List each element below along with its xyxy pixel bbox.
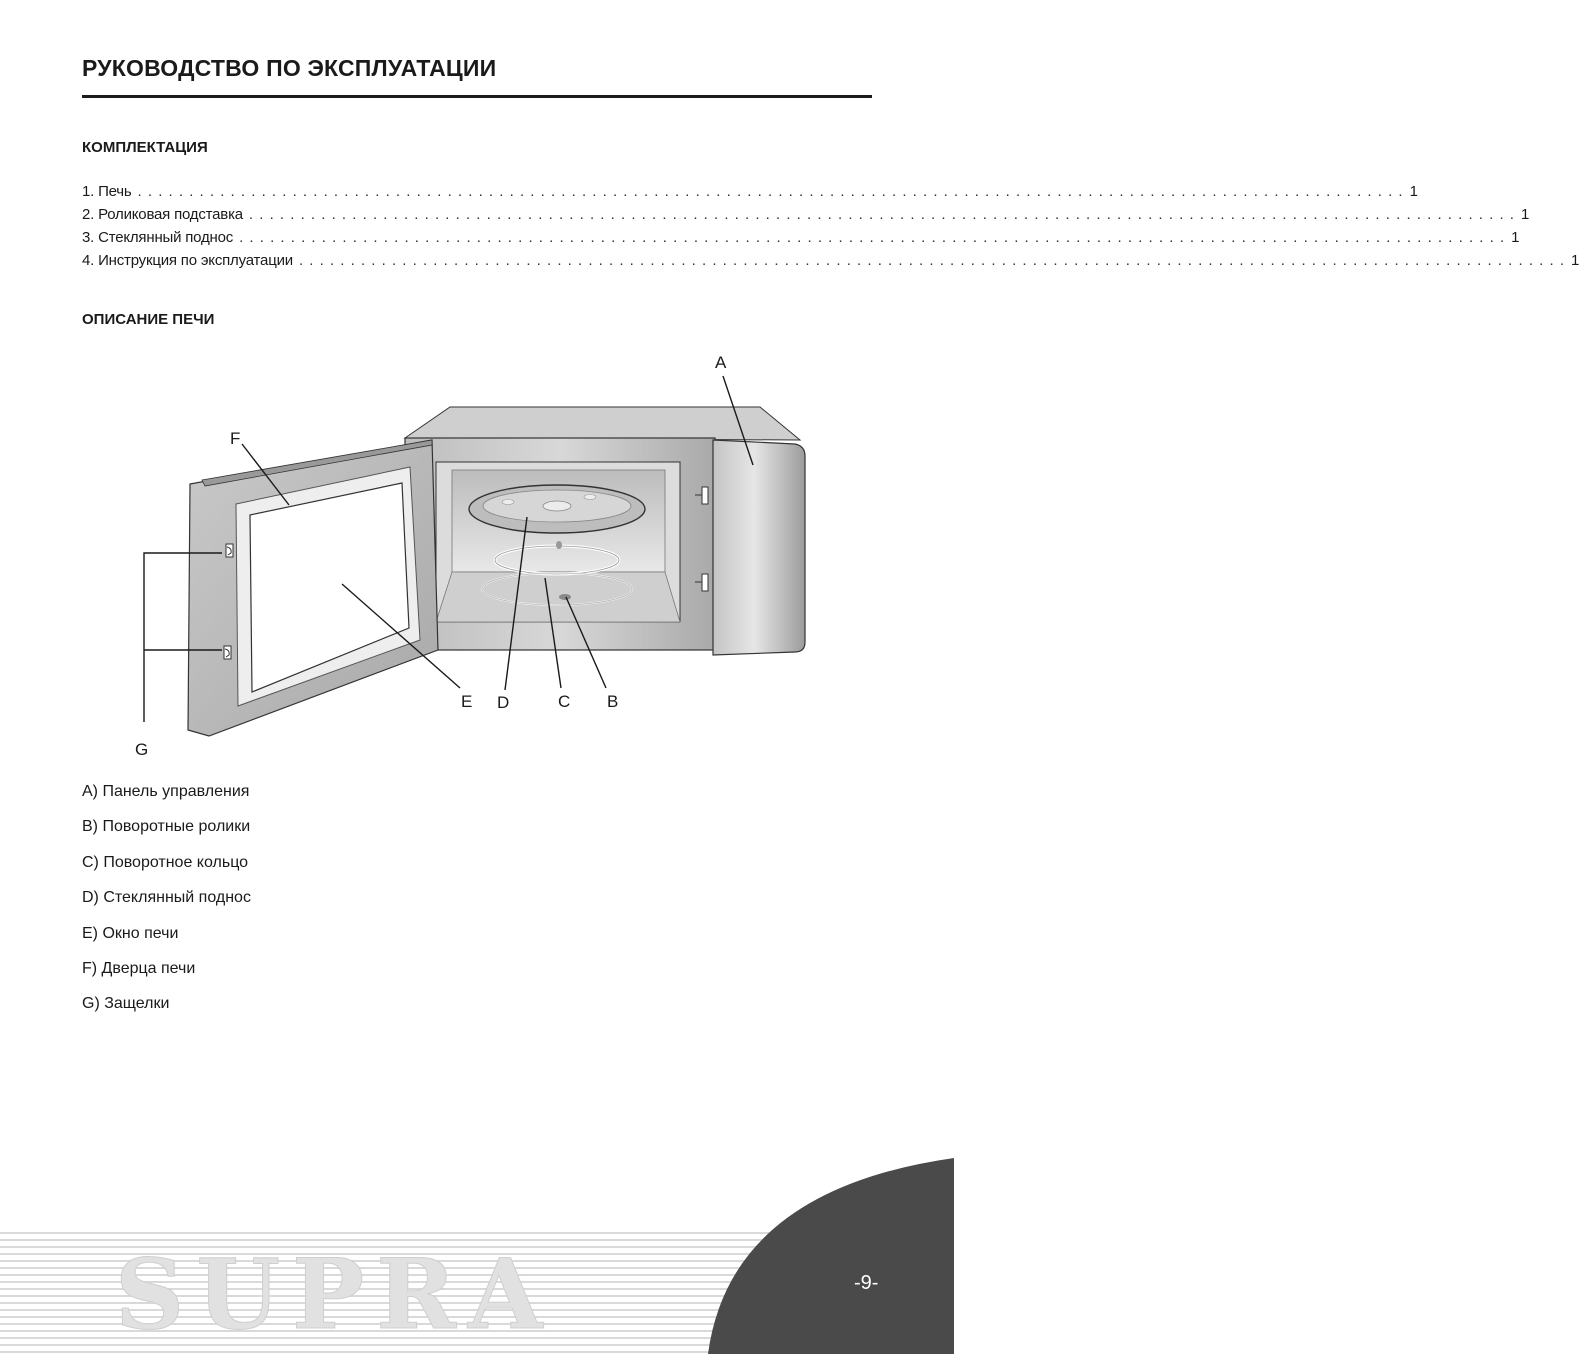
leader-dots: . . . . . . . . . . . . . . . . . . . . . . . . . . . . . . . . . . . . . . . . . . . . . . . . . . . . . . . . . . . . . . . . . . . . . . . . . . . . . . . . . . . . . . . . . . . . . . . . . . . . . . . . . . . . . . . . . . . . . . . . . . . xyxy=(239,229,1506,246)
contents-heading: КОМПЛЕКТАЦИЯ xyxy=(82,139,208,156)
contents-item-qty: 1 xyxy=(1571,252,1579,269)
legend-item: C) Поворотное кольцо xyxy=(82,853,249,871)
contents-item-qty: 1 xyxy=(1511,229,1520,246)
callout-d: D xyxy=(497,693,510,712)
callout-c: C xyxy=(558,692,571,711)
contents-list xyxy=(82,183,1579,275)
control-panel xyxy=(713,440,805,655)
brand-watermark: SUPRA xyxy=(115,1238,555,1351)
contents-item xyxy=(82,183,1418,206)
contents-item-qty: 1 xyxy=(1409,183,1418,200)
contents-item-label: 4. Инструкция по эксплуатации xyxy=(82,252,293,269)
roller xyxy=(559,594,571,600)
callout-g: G xyxy=(135,740,149,759)
oven-top xyxy=(405,407,800,440)
contents-item xyxy=(82,252,1579,275)
latch-slot xyxy=(702,574,708,591)
legend-item: D) Стеклянный поднос xyxy=(82,889,251,907)
contents-item-label: 2. Роликовая подставка xyxy=(82,206,243,223)
contents-item-label: 1. Печь xyxy=(82,183,132,200)
callout-e: E xyxy=(461,692,473,711)
latch-hook xyxy=(226,544,233,557)
callout-b: B xyxy=(607,692,619,711)
legend-item: F) Дверца печи xyxy=(82,959,196,977)
callout-f: F xyxy=(230,429,241,448)
callout-a: A xyxy=(715,353,727,372)
contents-item-label: 3. Стеклянный поднос xyxy=(82,229,234,246)
legend-item: E) Окно печи xyxy=(82,924,179,942)
latch-slot xyxy=(702,487,708,504)
contents-item xyxy=(82,206,1530,229)
microwave-diagram xyxy=(0,340,954,770)
page-title: РУКОВОДСТВО ПО ЭКСПЛУАТАЦИИ xyxy=(82,55,497,81)
title-rule xyxy=(82,95,872,98)
leader-dots: . . . . . . . . . . . . . . . . . . . . . . . . . . . . . . . . . . . . . . . . . . . . . . . . . . . . . . . . . . . . . . . . . . . . . . . . . . . . . . . . . . . . . . . . . . . . . . . . . . . . . . . . . . . . . . . . . . . . . . . . . . . xyxy=(248,206,1515,223)
legend-item: G) Защелки xyxy=(82,995,170,1013)
page-corner xyxy=(700,1150,954,1354)
leader-dots: . . . . . . . . . . . . . . . . . . . . . . . . . . . . . . . . . . . . . . . . . . . . . . . . . . . . . . . . . . . . . . . . . . . . . . . . . . . . . . . . . . . . . . . . . . . . . . . . . . . . . . . . . . . . . . . . . . . . . . . . . . . xyxy=(298,252,1565,269)
parts-legend xyxy=(82,780,251,1028)
contents-item xyxy=(82,229,1520,252)
leader-dots: . . . . . . . . . . . . . . . . . . . . . . . . . . . . . . . . . . . . . . . . . . . . . . . . . . . . . . . . . . . . . . . . . . . . . . . . . . . . . . . . . . . . . . . . . . . . . . . . . . . . . . . . . . . . . . . . . . . . . . . . . . . xyxy=(137,183,1404,200)
latch-hook xyxy=(224,646,231,659)
contents-item-qty: 1 xyxy=(1520,206,1530,223)
legend-item: B) Поворотные ролики xyxy=(82,818,251,836)
description-heading: ОПИСАНИЕ ПЕЧИ xyxy=(82,311,215,328)
page-number: -9- xyxy=(854,1272,879,1294)
legend-item: A) Панель управления xyxy=(82,783,250,800)
